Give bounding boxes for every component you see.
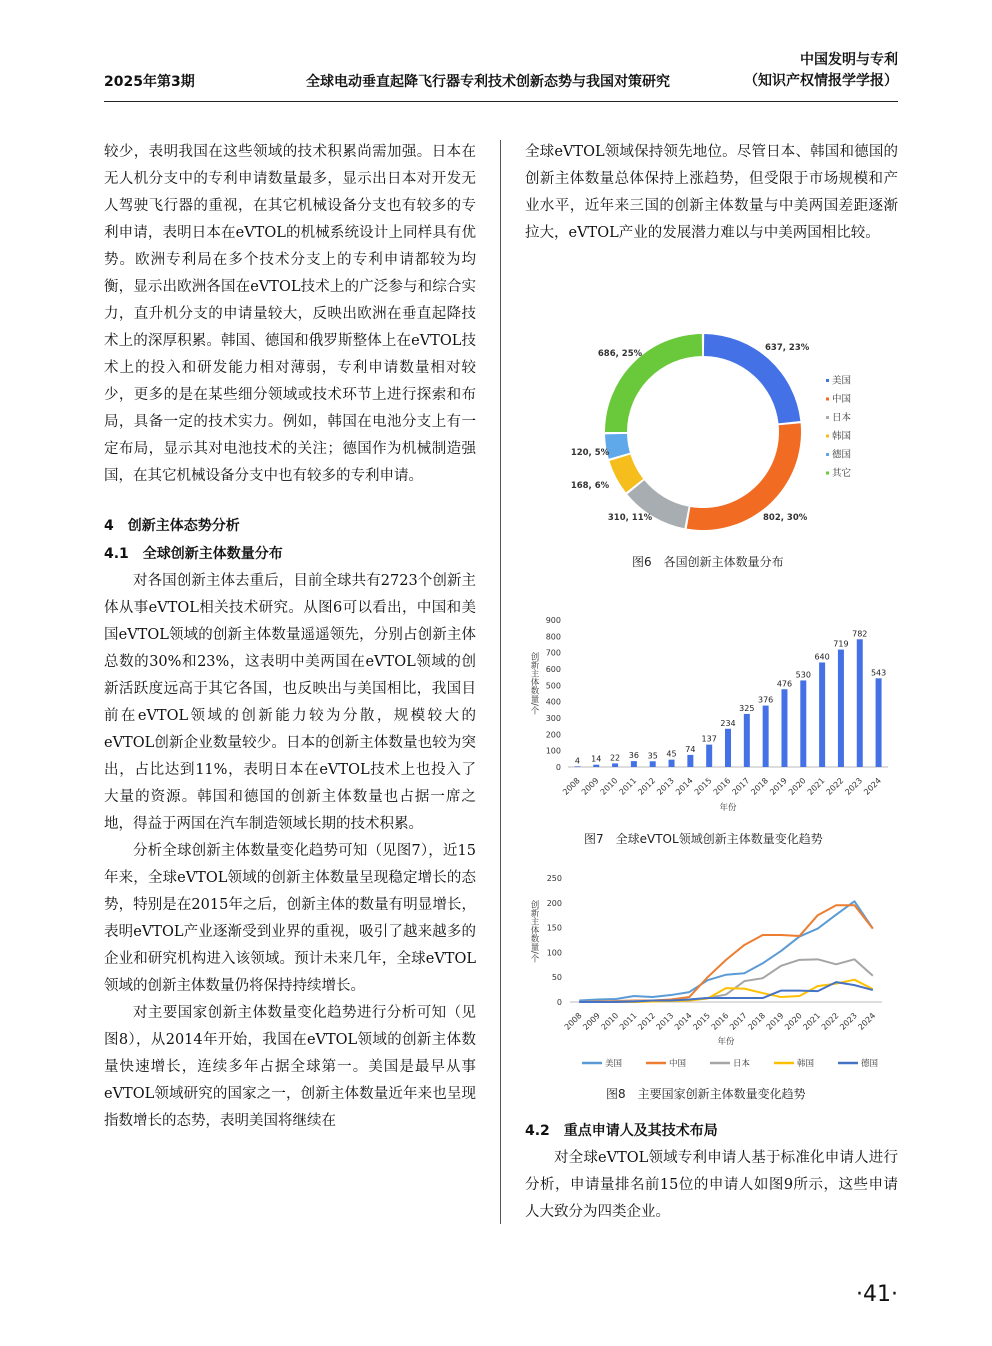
x-tick-label: 2013 xyxy=(655,776,676,797)
bar xyxy=(612,763,618,767)
y-tick-label: 700 xyxy=(545,648,561,658)
x-tick-label: 2021 xyxy=(805,776,827,797)
x-axis-label: 年份 xyxy=(719,803,737,813)
paragraph: 分析全球创新主体数量变化趋势可知（见图7），近15年来，全球eVTOL领域的创新主体数量呈现稳定增长的态势，特别是在2015年之后，创新主体的数量有明显增长，表明eVTOL产业逐渐受到业界的重视，吸引了越来越多的企业和研究机构进入该领域。预计未来几年，全球eVTOL领域的创新主体数量仍将保持持续增长。 xyxy=(104,843,476,994)
x-tick-label: 2019 xyxy=(764,1011,786,1032)
right-column-top xyxy=(525,139,898,247)
y-tick-label: 0 xyxy=(555,763,561,772)
x-tick-label: 2023 xyxy=(843,776,865,797)
bar xyxy=(631,761,637,767)
legend-label: 中国 xyxy=(832,394,852,405)
paragraph: 对主要国家创新主体数量变化趋势进行分析可知（见图8），从2014年开始，我国在eVTOL领域的创新主体数量快速增长，连续多年占据全球第一。美国是最早从事eVTOL领域研究的国家之一，创新主体数量近年来也呈现指数增长的态势，表明美国将继续在 xyxy=(104,1005,476,1129)
legend-swatch xyxy=(826,453,829,456)
header-divider xyxy=(104,101,898,102)
page-number: ·41· xyxy=(856,1282,898,1307)
legend-label: 德国 xyxy=(832,449,852,461)
section-heading-4-1: 4.1 全球创新主体数量分布 xyxy=(104,546,283,562)
data-label: 640 xyxy=(814,652,830,662)
data-label: 4 xyxy=(574,756,580,766)
y-tick-label: 500 xyxy=(545,681,561,691)
x-tick-label: 2012 xyxy=(636,1011,658,1032)
y-tick-label: 0 xyxy=(556,998,562,1007)
data-label: 325 xyxy=(739,703,755,713)
x-tick-label: 2018 xyxy=(749,776,771,797)
x-tick-label: 2012 xyxy=(636,776,658,797)
bar xyxy=(876,678,882,767)
x-tick-label: 2022 xyxy=(819,1011,841,1032)
data-label: 168, 6% xyxy=(570,481,610,491)
paragraph: 较少，表明我国在这些领域的技术积累尚需加强。日本在无人机分支中的专利申请数量最多，显示出日本对开发无人驾驶飞行器的重视，在其它机械设备分支也有较多的专利申请，表明日本在eVTOL的机械系统设计上同样具有优势。欧洲专利局在多个技术分支上的专利申请都较为均衡，显示出欧洲各国在eVTOL技术上的广泛参与和综合实力，直升机分支的申请量较大，反映出欧洲在垂直起降技术上的深厚积累。韩国、德国和俄罗斯整体上在eVTOL技术上的投入和研发能力相对薄弱，专利申请数量相对较少，更多的是在某些细分领域或技术环节上进行探索和布局，具备一定的技术实力。例如，韩国在电池分支上有一定布局，显示其对电池技术的关注；德国作为机械制造强国，在其它机械设备分支中也有较多的专利申请。 xyxy=(104,144,476,484)
bar xyxy=(669,760,675,767)
figure-6-donut-chart xyxy=(560,330,890,535)
series-line xyxy=(579,982,873,1002)
journal-name-line2: （知识产权情报学学报） xyxy=(744,73,898,89)
x-tick-label: 2020 xyxy=(786,776,808,797)
x-tick-label: 2008 xyxy=(562,1011,584,1032)
data-label: 74 xyxy=(685,744,696,754)
figure-7-bar-chart xyxy=(520,612,900,817)
legend-label: 其它 xyxy=(832,468,852,479)
x-tick-label: 2023 xyxy=(838,1011,859,1032)
y-tick-label: 800 xyxy=(545,632,561,642)
data-label: 14 xyxy=(591,754,602,764)
legend-label: 日本 xyxy=(832,412,852,424)
data-label: 782 xyxy=(852,629,868,639)
x-tick-label: 2009 xyxy=(581,1011,602,1032)
bar xyxy=(725,729,731,767)
data-label: 637, 23% xyxy=(765,343,810,353)
bar xyxy=(706,745,712,767)
bar xyxy=(650,761,656,767)
y-tick-label: 250 xyxy=(546,874,562,883)
data-label: 530 xyxy=(795,670,811,680)
data-label: 45 xyxy=(666,749,677,759)
y-tick-label: 150 xyxy=(546,923,562,933)
x-tick-label: 2017 xyxy=(730,776,752,797)
x-tick-label: 2010 xyxy=(598,776,620,797)
left-column xyxy=(104,139,476,1135)
y-tick-label: 400 xyxy=(545,697,561,707)
y-axis-label: 创新主体数量/个 xyxy=(529,652,539,715)
figure-7-caption: 图7 全球eVTOL领域创新主体数量变化趋势 xyxy=(584,832,823,846)
bar xyxy=(857,639,863,767)
bar xyxy=(838,650,844,767)
x-axis-label: 年份 xyxy=(717,1037,735,1047)
section-heading-4-2: 4.2 重点申请人及其技术布局 xyxy=(525,1123,718,1139)
column-divider xyxy=(500,140,501,1224)
data-label: 35 xyxy=(647,751,658,761)
data-label: 686, 25% xyxy=(597,349,643,359)
x-tick-label: 2011 xyxy=(617,1011,639,1032)
x-tick-label: 2013 xyxy=(654,1011,676,1032)
legend-label: 美国 xyxy=(605,1059,623,1069)
x-tick-label: 2017 xyxy=(728,1011,749,1032)
legend-label: 韩国 xyxy=(797,1059,815,1069)
bar xyxy=(800,680,806,767)
x-tick-label: 2024 xyxy=(862,776,884,797)
bar xyxy=(687,755,693,767)
journal-name-line1: 中国发明与专利 xyxy=(800,52,898,68)
x-tick-label: 2024 xyxy=(856,1011,878,1032)
legend-swatch xyxy=(826,472,829,475)
data-label: 234 xyxy=(720,718,736,728)
x-tick-label: 2018 xyxy=(746,1011,768,1032)
x-tick-label: 2016 xyxy=(711,776,733,797)
section-heading-4: 4 创新主体态势分析 xyxy=(104,518,240,534)
x-tick-label: 2009 xyxy=(579,776,601,797)
data-label: 476 xyxy=(776,679,793,689)
x-tick-label: 2019 xyxy=(768,776,789,797)
x-tick-label: 2014 xyxy=(674,776,695,797)
data-label: 376 xyxy=(758,695,774,705)
bar xyxy=(593,765,599,767)
data-label: 719 xyxy=(833,639,849,649)
journal-name xyxy=(744,50,898,92)
y-tick-label: 100 xyxy=(546,948,562,958)
y-tick-label: 200 xyxy=(546,898,562,908)
bar xyxy=(781,689,787,767)
y-tick-label: 200 xyxy=(545,730,561,740)
data-label: 120, 5% xyxy=(570,448,610,458)
y-tick-label: 300 xyxy=(545,714,561,723)
bar xyxy=(763,706,769,767)
data-label: 22 xyxy=(609,753,621,763)
legend-label: 德国 xyxy=(861,1059,879,1069)
y-tick-label: 600 xyxy=(545,665,561,674)
legend-label: 日本 xyxy=(733,1059,751,1069)
paragraph: 全球eVTOL领域保持领先地位。尽管日本、韩国和德国的创新主体数量总体保持上涨趋势，但受限于市场规模和产业水平，近年来三国的创新主体数量与中美两国差距逐渐拉大，eVTOL产业的发展潜力难以与中美两国相比较。 xyxy=(525,144,898,241)
running-title: 全球电动垂直起降飞行器专利技术创新态势与我国对策研究 xyxy=(306,74,670,90)
legend-label: 美国 xyxy=(832,375,852,387)
legend-swatch xyxy=(826,416,829,419)
x-tick-label: 2016 xyxy=(709,1011,731,1032)
legend-swatch xyxy=(826,398,829,401)
x-tick-label: 2015 xyxy=(691,1011,713,1032)
bar xyxy=(819,662,825,767)
data-label: 137 xyxy=(701,734,717,744)
data-label: 543 xyxy=(870,668,887,678)
y-tick-label: 100 xyxy=(545,746,561,756)
bar xyxy=(574,766,580,767)
data-label: 36 xyxy=(628,751,639,761)
x-tick-label: 2010 xyxy=(599,1011,621,1032)
x-tick-label: 2008 xyxy=(561,776,582,797)
legend-swatch xyxy=(826,379,829,382)
y-tick-label: 50 xyxy=(551,973,562,983)
issue-label: 2025年第3期 xyxy=(104,74,195,90)
y-tick-label: 900 xyxy=(545,616,561,625)
x-tick-label: 2014 xyxy=(672,1011,694,1032)
figure-8-line-chart xyxy=(520,870,900,1075)
series-line xyxy=(579,959,873,1002)
right-column-bottom xyxy=(525,1117,898,1226)
data-label: 802, 30% xyxy=(763,513,808,523)
paragraph: 对各国创新主体去重后，目前全球共有2723个创新主体从事eVTOL相关技术研究。从图6可以看出，中国和美国eVTOL领域的创新主体数量遥遥领先，分别占创新主体总数的30%和23%，这表明中美两国在eVTOL领域的创新活跃度远高于其它各国，也反映出与美国相比，我国目前在eVTOL领域的创新能力较为分散，规模较大的eVTOL创新企业数量较少。日本的创新主体数量也较为突出，占比达到11%，表明日本在eVTOL技术上也投入了大量的资源。韩国和德国的创新主体数量也占据一席之地，得益于两国在汽车制造领域长期的技术积累。 xyxy=(104,573,476,832)
data-label: 310, 11% xyxy=(607,513,653,523)
figure-8-caption: 图8 主要国家创新主体数量变化趋势 xyxy=(606,1087,806,1101)
y-axis-label: 创新主体数量/个 xyxy=(529,900,539,963)
x-tick-label: 2015 xyxy=(692,776,714,797)
bar xyxy=(744,714,750,767)
x-tick-label: 2022 xyxy=(824,776,846,797)
x-tick-label: 2011 xyxy=(617,776,639,797)
figure-6-caption: 图6 各国创新主体数量分布 xyxy=(632,555,784,569)
paragraph: 对全球eVTOL领域专利申请人基于标准化申请人进行分析，申请量排名前15位的申请人如图9所示，这些申请人大致分为四类企业。 xyxy=(525,1150,898,1220)
x-tick-label: 2020 xyxy=(783,1011,804,1032)
legend-label: 中国 xyxy=(669,1059,687,1069)
x-tick-label: 2021 xyxy=(801,1011,823,1032)
legend-swatch xyxy=(826,435,829,438)
legend-label: 韩国 xyxy=(832,431,852,442)
